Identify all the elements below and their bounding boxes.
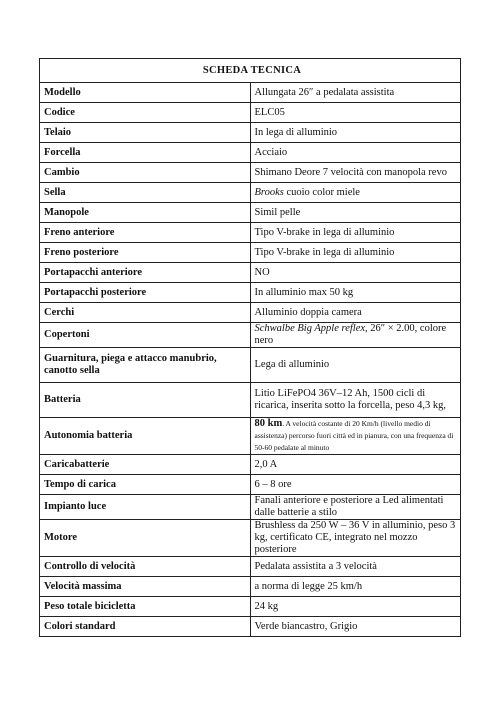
row-label: Tempo di carica [40,475,251,495]
row-value: Lega di alluminio [250,348,461,383]
row-value: 6 – 8 ore [250,475,461,495]
title-row [40,59,461,83]
table-row [40,263,461,283]
row-value [250,323,461,348]
row-label: Portapacchi anteriore [40,263,251,283]
table-row [40,577,461,597]
row-value: 24 kg [250,597,461,617]
row-label: Velocità massima [40,577,251,597]
row-value: Allungata 26″ a pedalata assistita [250,83,461,103]
table-row [40,520,461,557]
table-row [40,243,461,263]
table-row [40,475,461,495]
row-label: Portapacchi posteriore [40,283,251,303]
brand-name: Schwalbe Big Apple reflex [254,323,366,334]
row-value [250,418,461,455]
table-row [40,495,461,520]
table-row [40,323,461,348]
table-row [40,348,461,383]
row-label: Autonomia batteria [40,418,251,455]
row-label: Freno anteriore [40,223,251,243]
row-label: Peso totale bicicletta [40,597,251,617]
table-row [40,383,461,418]
value-text: , 26″ × 2.00, colore nero [254,323,447,346]
range-note: . A velocità costante di 20 Km/h (livello medio di assistenza) percorso fuori città ed in pianura, con una frequenza di 50-60 pedalate al minuto [254,419,454,452]
row-label: Codice [40,103,251,123]
row-value: Acciaio [250,143,461,163]
row-value [250,183,461,203]
table-row [40,303,461,323]
row-label: Caricabatterie [40,455,251,475]
table-row [40,223,461,243]
row-value: a norma di legge 25 km/h [250,577,461,597]
row-label: Telaio [40,123,251,143]
row-value: Tipo V-brake in lega di alluminio [250,243,461,263]
table-row [40,163,461,183]
range-value: 80 km [254,418,283,429]
row-label: Guarnitura, piega e attacco manubrio, canotto sella [40,348,251,383]
table-row [40,557,461,577]
table-row [40,283,461,303]
row-value: Tipo V-brake in lega di alluminio [250,223,461,243]
table-row [40,83,461,103]
row-value: Alluminio doppia camera [250,303,461,323]
row-value: In alluminio max 50 kg [250,283,461,303]
row-label: Sella [40,183,251,203]
table-row [40,183,461,203]
row-label: Impianto luce [40,495,251,520]
spec-table [39,58,461,637]
row-label: Modello [40,83,251,103]
row-value: Shimano Deore 7 velocità con manopola revo [250,163,461,183]
table-row [40,103,461,123]
row-label: Cerchi [40,303,251,323]
table-row [40,617,461,637]
row-label: Copertoni [40,323,251,348]
brand-name: Brooks [254,186,284,198]
row-value: 2,0 A [250,455,461,475]
table-row [40,203,461,223]
table-row [40,143,461,163]
row-label: Freno posteriore [40,243,251,263]
row-label: Manopole [40,203,251,223]
row-value: In lega di alluminio [250,123,461,143]
row-label: Batteria [40,383,251,418]
row-value: Brushless da 250 W – 36 V in alluminio, peso 3 kg, certificato CE, integrato nel mozzo posteriore [250,520,461,557]
table-row [40,418,461,455]
table-row [40,597,461,617]
row-label: Cambio [40,163,251,183]
table-row [40,455,461,475]
row-label: Controllo di velocità [40,557,251,577]
value-text: cuoio color miele [283,186,360,198]
table-row [40,123,461,143]
table-title: SCHEDA TECNICA [40,59,461,83]
row-label: Forcella [40,143,251,163]
row-value: Simil pelle [250,203,461,223]
row-label: Motore [40,520,251,557]
row-label: Colori standard [40,617,251,637]
row-value: Pedalata assistita a 3 velocità [250,557,461,577]
row-value: Litio LiFePO4 36V–12 Ah, 1500 cicli di ricarica, inserita sotto la forcella, peso 4,3 kg, [250,383,461,418]
row-value: Fanali anteriore e posteriore a Led alimentati dalle batterie a stilo [250,495,461,520]
row-value: NO [250,263,461,283]
row-value: ELC05 [250,103,461,123]
row-value: Verde biancastro, Grigio [250,617,461,637]
